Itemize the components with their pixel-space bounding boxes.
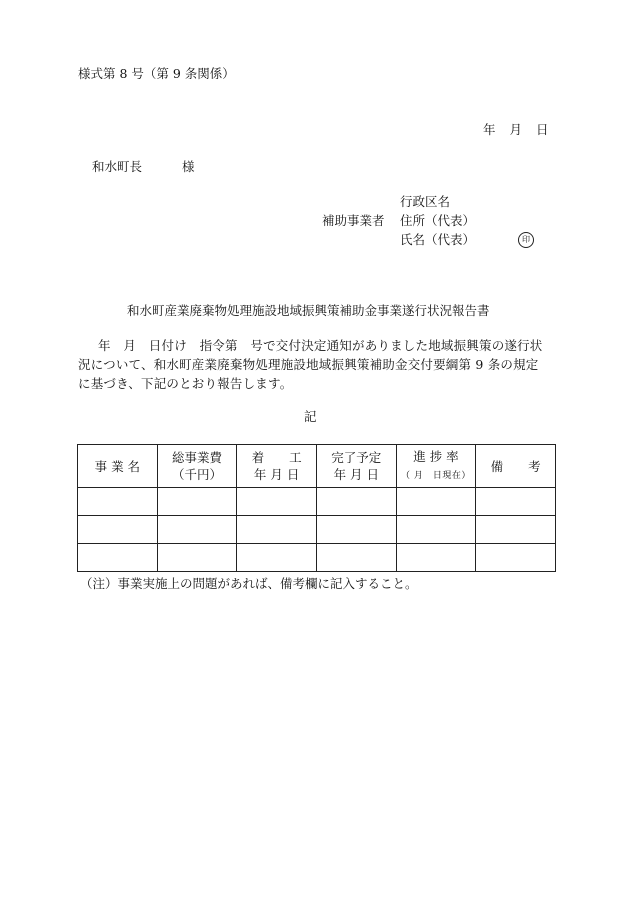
table-cell[interactable] xyxy=(476,516,556,544)
body-paragraph: 年 月 日付け 指令第 号で交付決定通知がありました地域振興策の遂行状況について、和水町産業廃棄物処理施設地域振興策補助金交付要綱第 9 条の規定に基づき、下記のとおり報告します。 xyxy=(78,338,543,391)
table-cell[interactable] xyxy=(237,516,317,544)
table-cell[interactable] xyxy=(396,516,476,544)
table-cell[interactable] xyxy=(316,488,396,516)
addressee-honorific: 様 xyxy=(182,159,195,174)
applicant-address: 住所（代表） xyxy=(400,213,476,228)
table-cell[interactable] xyxy=(237,544,317,572)
header-progress-rate: 進 捗 率 （ 月 日現在） xyxy=(396,445,476,488)
date-month: 月 xyxy=(509,122,523,137)
table-cell[interactable] xyxy=(476,488,556,516)
table-cell[interactable] xyxy=(78,488,158,516)
table-cell[interactable] xyxy=(157,516,237,544)
table-cell[interactable] xyxy=(316,544,396,572)
addressee xyxy=(92,161,195,174)
date-day: 日 xyxy=(536,122,549,137)
table-header-row xyxy=(78,445,556,488)
table-cell[interactable] xyxy=(316,516,396,544)
date-line xyxy=(483,124,549,137)
header-remarks: 備 考 xyxy=(476,445,556,488)
table-cell[interactable] xyxy=(157,544,237,572)
applicant-district: 行政区名 xyxy=(400,194,451,209)
table-row xyxy=(78,516,556,544)
table-cell[interactable] xyxy=(476,544,556,572)
table-row xyxy=(78,544,556,572)
table-row xyxy=(78,488,556,516)
header-completion-date: 完了予定 年 月 日 xyxy=(316,445,396,488)
table-cell[interactable] xyxy=(78,544,158,572)
table-cell[interactable] xyxy=(78,516,158,544)
seal-mark: 印 xyxy=(518,232,534,248)
report-table xyxy=(77,444,556,572)
table-cell[interactable] xyxy=(396,488,476,516)
table-cell[interactable] xyxy=(396,544,476,572)
table-cell[interactable] xyxy=(157,488,237,516)
document-title: 和水町産業廃棄物処理施設地域振興策補助金事業遂行状況報告書 xyxy=(127,303,490,318)
header-start-date: 着 工 年 月 日 xyxy=(237,445,317,488)
header-total-cost: 総事業費 （千円） xyxy=(157,445,237,488)
ki-heading: 記 xyxy=(304,409,317,424)
date-year: 年 xyxy=(483,122,496,137)
applicant-name: 氏名（代表） xyxy=(400,232,476,247)
header-project-name: 事 業 名 xyxy=(78,445,158,488)
addressee-name: 和水町長 xyxy=(92,159,143,174)
table-cell[interactable] xyxy=(237,488,317,516)
footnote: （注）事業実施上の問題があれば、備考欄に記入すること。 xyxy=(80,576,418,591)
form-number: 様式第 8 号（第 9 条関係） xyxy=(78,66,235,81)
applicant-role: 補助事業者 xyxy=(322,213,385,228)
